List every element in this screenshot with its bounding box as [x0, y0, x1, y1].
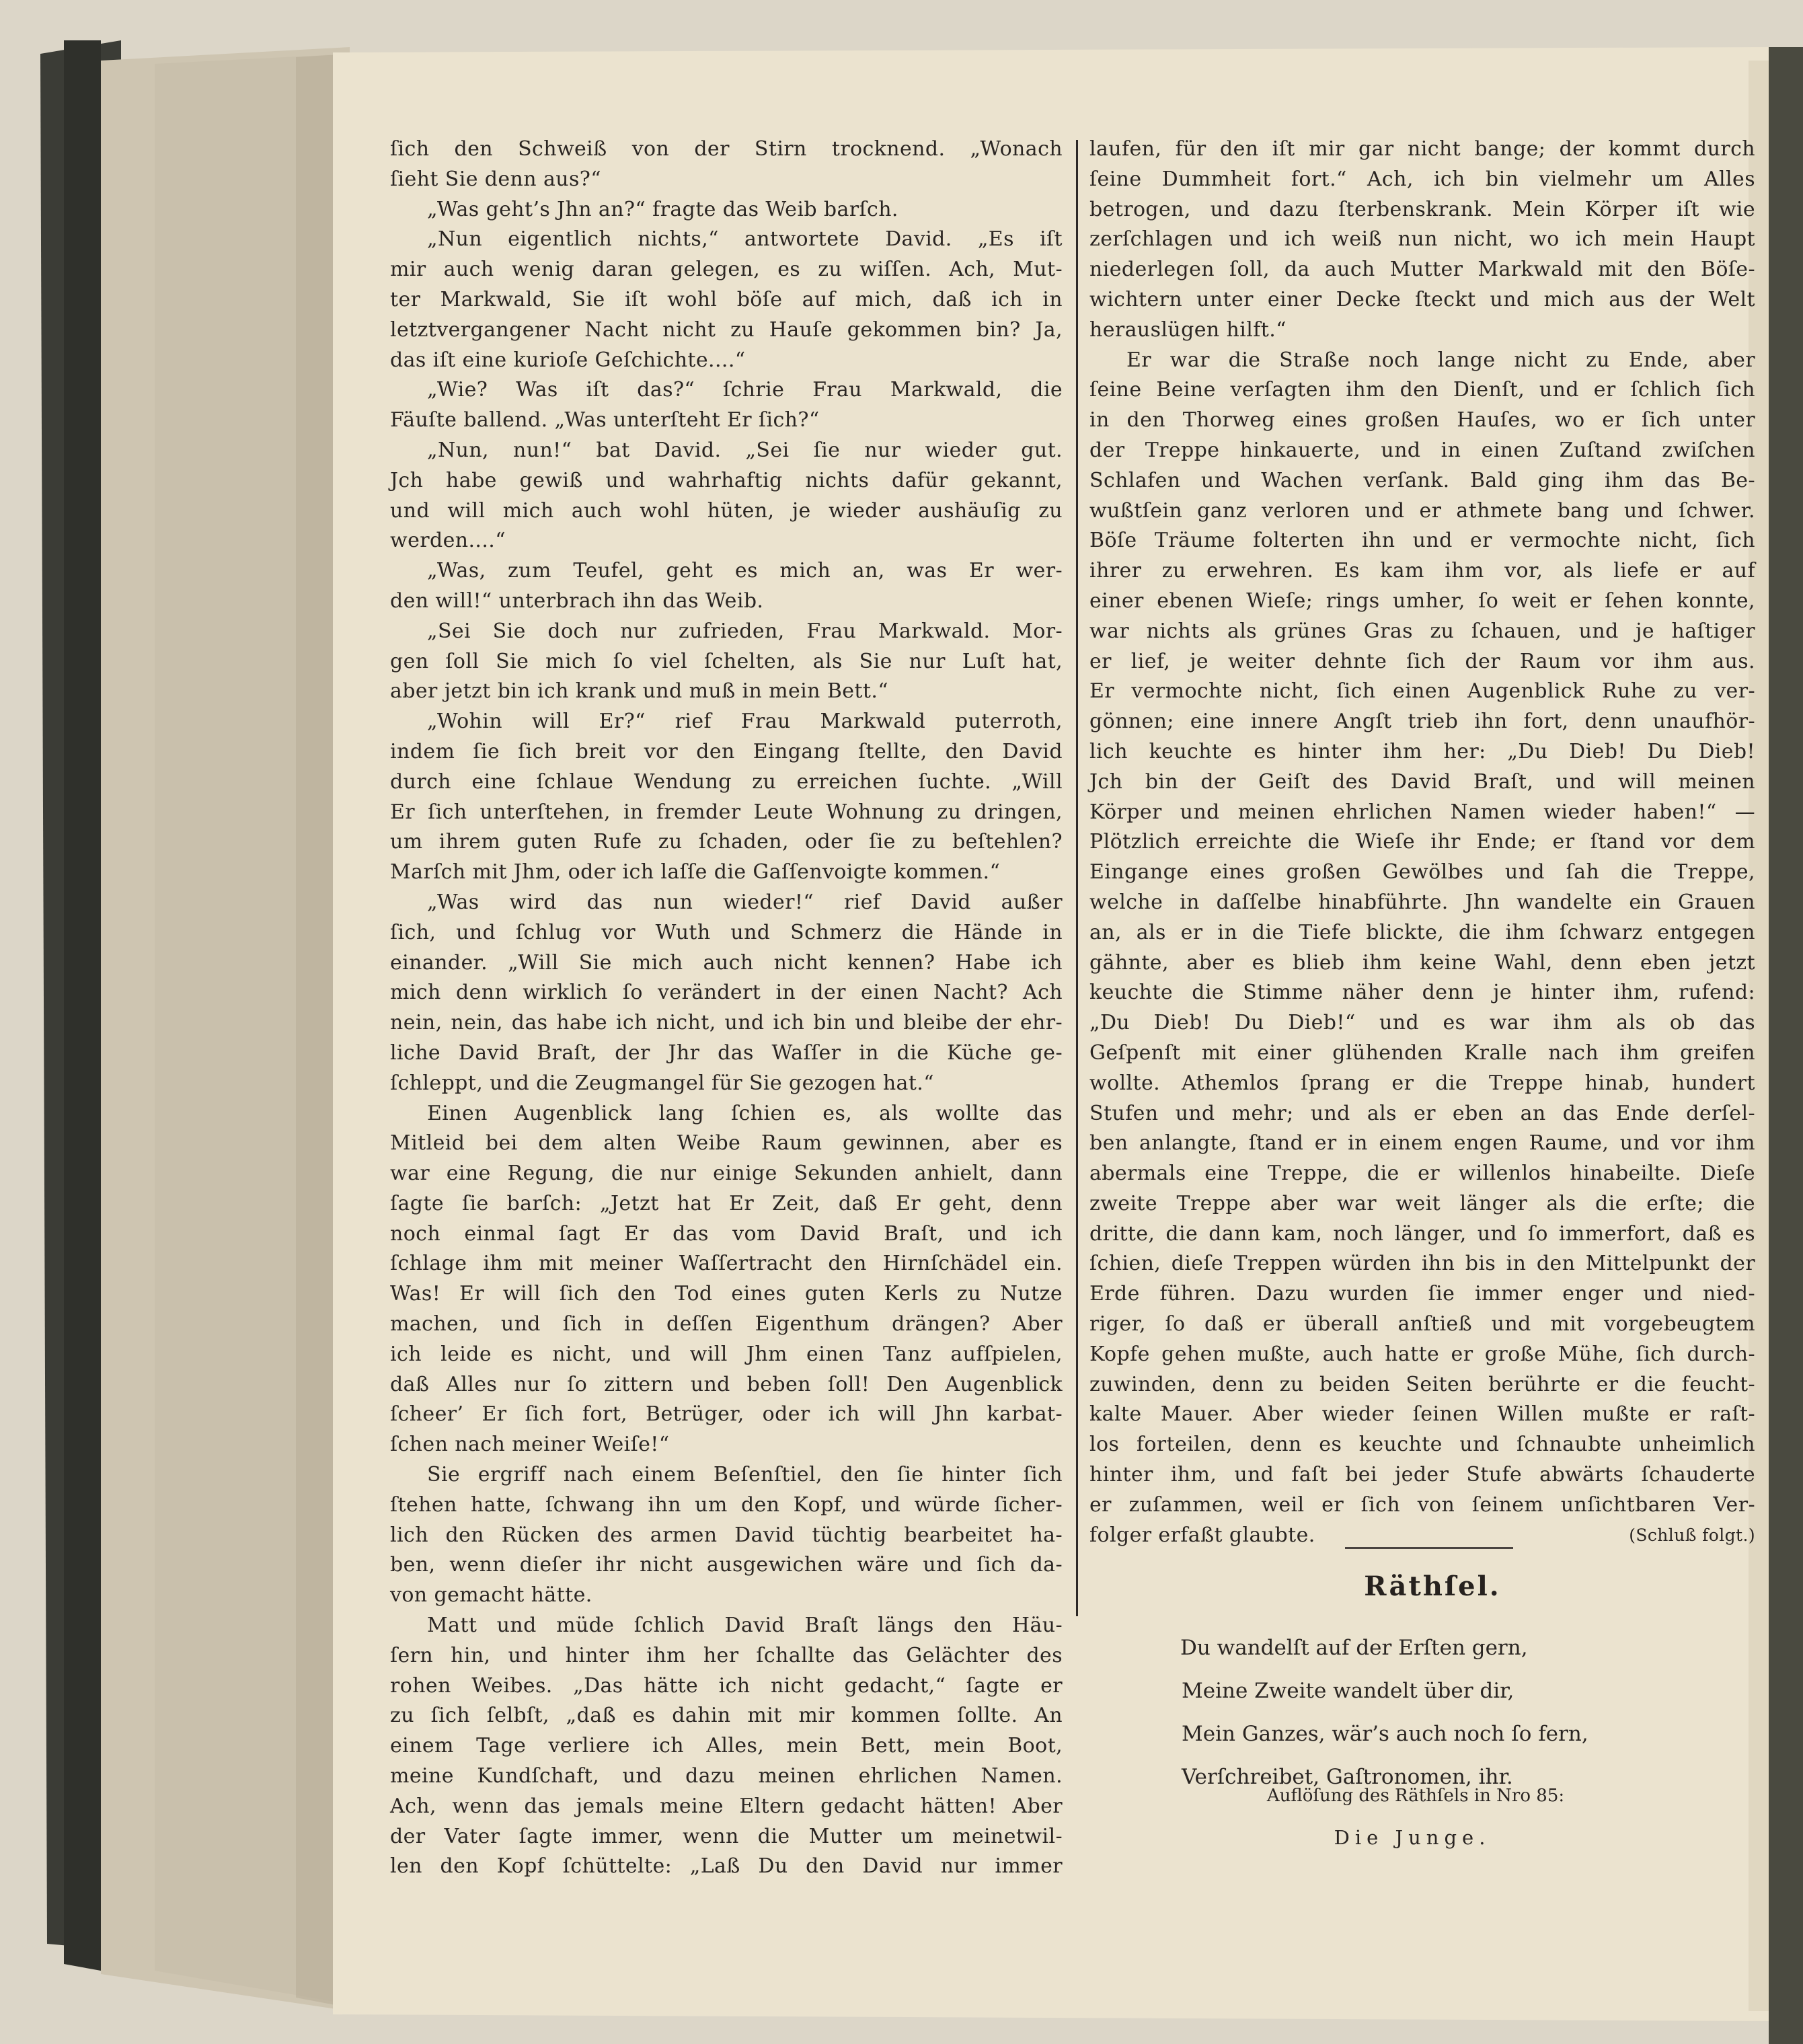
text-line: gähnte, aber es blieb ihm keine Wahl, denn eben jetzt [1089, 950, 1755, 975]
text-line: hinter ihm, und faſt bei jeder Stufe abwärts ſchauderte [1089, 1463, 1755, 1487]
text-line: Mitleid bei dem alten Weibe Raum gewinnen, aber es [390, 1131, 1063, 1156]
text-line: einer ebenen Wieſe; rings umher, ſo weit er ſehen konnte, [1089, 589, 1755, 613]
text-line: durch eine ſchlaue Wendung zu erreichen ſuchte. „Will [390, 769, 1063, 794]
text-line: riger, ſo daß er überall anſtieß und mit vorgebeugtem [1089, 1312, 1755, 1336]
riddle-line: Verſchreibet, Gaſtronomen, ihr. [1182, 1765, 1513, 1789]
text-line: ſagte ſie barſch: „Jetzt hat Er Zeit, daß Er geht, denn [390, 1191, 1063, 1215]
text-line: lich keuchte es hinter ihm her: „Du Dieb! Du Dieb! [1089, 739, 1755, 763]
text-line: ihrer zu erwehren. Es kam ihm vor, als liefe er auf [1089, 559, 1755, 583]
text-line: rohen Weibes. „Das hätte ich nicht gedacht,“ ſagte er [390, 1673, 1063, 1698]
right-text-column [1089, 135, 1755, 1550]
text-line: ſtehen hatte, ſchwang ihn um den Kopf, und würde ſicher- [390, 1492, 1063, 1517]
text-line: wollte. Athemlos ſprang er die Treppe hinab, hundert [1089, 1071, 1755, 1095]
text-line: er lief, je weiter dehnte ſich der Raum vor ihm aus. [1089, 649, 1755, 673]
text-line: werden....“ [390, 529, 506, 553]
text-line: Ach, wenn das jemals meine Eltern gedacht hätten! Aber [390, 1794, 1063, 1818]
text-line: laufen, für den iſt mir gar nicht bange; der kommt durch [1089, 137, 1755, 161]
riddle-line: Meine Zweite wandelt über dir, [1182, 1679, 1514, 1703]
text-line: den will!“ unterbrach ihn das Weib. [390, 589, 764, 613]
text-line: um ihrem guten Rufe zu ſchaden, oder ſie zu beſtehlen? [390, 830, 1063, 854]
text-line: betrogen, und dazu ſterbenskrank. Mein Körper iſt wie [1089, 197, 1755, 221]
text-line: Plötzlich erreichte die Wieſe ihr Ende; er ſtand vor dem [1089, 830, 1755, 854]
continued-note: (Schluß folgt.) [1629, 1525, 1755, 1545]
text-line: dritte, die dann kam, noch länger, und ſo immerfort, daß es [1089, 1221, 1755, 1246]
text-line: das iſt eine kurioſe Geſchichte....“ [390, 348, 746, 372]
text-line: Sie ergriff nach einem Beſenſtiel, den ſie hinter ſich [427, 1463, 1063, 1487]
text-line: „Was, zum Teufel, geht es mich an, was Er wer- [427, 559, 1063, 583]
text-line: ſchleppt, und die Zeugmangel für Sie gezogen hat.“ [390, 1071, 934, 1095]
text-line: „Wohin will Er?“ rief Frau Markwald puterroth, [427, 710, 1063, 734]
text-line: ſich den Schweiß von der Stirn trocknend. „Wonach [390, 137, 1063, 161]
book-page [336, 61, 1775, 2004]
text-line: Erde führen. Dazu wurden ſie immer enger und nied- [1089, 1282, 1755, 1306]
text-line: „Was wird das nun wieder!“ rief David außer [427, 890, 1063, 914]
text-line: lich den Rücken des armen David tüchtig bearbeitet ha- [390, 1523, 1063, 1547]
text-line: wichtern unter einer Decke ſteckt und mich aus der Welt [1089, 287, 1755, 311]
text-line: mich denn wirklich ſo verändert in der einen Nacht? Ach [390, 981, 1063, 1005]
text-line: liche David Braſt, der Jhr das Waſſer in die Küche ge- [390, 1040, 1063, 1065]
text-line: keuchte die Stimme näher denn je hinter ihm, rufend: [1089, 981, 1755, 1005]
text-line: ſeine Dummheit fort.“ Ach, ich bin vielmehr um Alles [1089, 167, 1755, 191]
text-line: mir auch wenig daran gelegen, es zu wiſſen. Ach, Mut- [390, 258, 1063, 282]
text-line: nein, nein, das habe ich nicht, und ich bin und bleibe der ehr- [390, 1011, 1063, 1035]
text-line: „Nun eigentlich nichts,“ antwortete David. „Es iſt [427, 227, 1063, 252]
text-line: Er ſich unterſtehen, in fremder Leute Wohnung zu dringen, [390, 800, 1063, 824]
section-separator-rule [1345, 1547, 1513, 1549]
text-line: Eingange eines großen Gewölbes und ſah die Treppe, [1089, 860, 1755, 884]
text-line: zweite Treppe aber war weit länger als die erſte; die [1089, 1191, 1755, 1215]
text-line: in den Thorweg eines großen Hauſes, wo er ſich unter [1089, 408, 1755, 432]
riddle-solution-label: Auflöſung des Räthſels in Nro 85: [1266, 1786, 1565, 1806]
text-line: Er war die Straße noch lange nicht zu Ende, aber [1126, 348, 1755, 372]
text-line: zu ſich ſelbſt, „daß es dahin mit mir kommen ſollte. An [390, 1704, 1063, 1728]
text-line: und will mich auch wohl hüten, je wieder aushäuſig zu [390, 498, 1063, 523]
text-line: machen, und ſich in deſſen Eigenthum drängen? Aber [390, 1312, 1063, 1336]
text-line: Er vermochte nicht, ſich einen Augenblick Ruhe zu ver- [1089, 679, 1755, 704]
text-line: gönnen; eine innere Angſt trieb ihn fort, denn unaufhör- [1089, 710, 1755, 734]
text-line: ſchen nach meiner Weiſe!“ [390, 1433, 670, 1457]
text-line: ſchien, dieſe Treppen würden ihn bis in den Mittelpunkt der [1089, 1252, 1755, 1276]
text-line: noch einmal ſagt Er das vom David Braſt, und ich [390, 1221, 1063, 1246]
text-line: meine Kundſchaft, und dazu meinen ehrlichen Namen. [390, 1764, 1063, 1788]
text-line: Einen Augenblick lang ſchien es, als wollte das [427, 1101, 1063, 1125]
riddle-poem [1180, 1626, 1691, 1799]
text-line: gen ſoll Sie mich ſo viel ſchelten, als Sie nur Luſt hat, [390, 649, 1063, 673]
text-line: letztvergangener Nacht nicht zu Hauſe gekommen bin? Ja, [390, 317, 1063, 342]
text-line: von gemacht hätte. [390, 1583, 592, 1607]
text-line: einem Tage verliere ich Alles, mein Bett, mein Boot, [390, 1734, 1063, 1758]
text-line: kalte Mauer. Aber wieder ſeinen Willen mußte er raſt- [1089, 1402, 1755, 1427]
text-line: er zuſammen, weil er ſich von ſeinem unſichtbaren Ver- [1089, 1492, 1755, 1517]
text-line: „Was geht’s Jhn an?“ fragte das Weib barſch. [427, 197, 898, 221]
text-line: Stufen und mehr; und als er eben an das Ende derſel- [1089, 1101, 1755, 1125]
text-line: Was! Er will ſich den Tod eines guten Kerls zu Nutze [390, 1282, 1063, 1306]
text-line: war eine Regung, die nur einige Sekunden anhielt, dann [390, 1162, 1063, 1186]
text-line: aber jetzt bin ich krank und muß in mein Bett.“ [390, 679, 888, 704]
text-line: daß Alles nur ſo zittern und beben ſoll! Den Augenblick [390, 1372, 1063, 1396]
text-line: welche in daſſelbe hinabführte. Jhn wandelte ein Grauen [1089, 890, 1755, 914]
text-line: der Vater ſagte immer, wenn die Mutter um meinetwil- [390, 1824, 1063, 1848]
text-line: zuwinden, denn zu beiden Seiten berührte er die feucht- [1089, 1372, 1755, 1396]
text-line: einander. „Will Sie mich auch nicht kennen? Habe ich [390, 950, 1063, 975]
riddle-line: Du wandelſt auf der Erſten gern, [1180, 1636, 1528, 1660]
text-line: folger erfaßt glaubte. (Schluß folgt.) [1089, 1521, 1755, 1551]
text-line: der Treppe hinkauerte, und in einen Zuſtand zwiſchen [1089, 438, 1755, 462]
riddle-title: Räthſel. [1364, 1570, 1501, 1602]
text-line: „Wie? Was iſt das?“ ſchrie Frau Markwald, die [427, 378, 1063, 402]
text-line: indem ſie ſich breit vor den Eingang ſtellte, den David [390, 739, 1063, 763]
text-line: Kopfe gehen mußte, auch hatte er große Mühe, ſich durch- [1089, 1342, 1755, 1366]
text-line: ter Markwald, Sie iſt wohl böſe auf mich, daß ich in [390, 287, 1063, 311]
text-line: Jch bin der Geiſt des David Braſt, und will meinen [1089, 769, 1755, 794]
text-line: „Sei Sie doch nur zufrieden, Frau Markwald. Mor- [427, 619, 1063, 643]
text-line: ſich, und ſchlug vor Wuth und Schmerz die Hände in [390, 920, 1063, 944]
text-line: ben anlangte, ſtand er in einem engen Raume, und vor ihm [1089, 1131, 1755, 1156]
text-line: „Du Dieb! Du Dieb!“ und es war ihm als ob das [1089, 1011, 1755, 1035]
text-line: ich leide es nicht, und will Jhm einen Tanz aufſpielen, [390, 1342, 1063, 1366]
text-line: ſern hin, und hinter ihm her ſchallte das Gelächter des [390, 1643, 1063, 1667]
text-line: an, als er in die Tiefe blickte, die ihm ſchwarz entgegen [1089, 920, 1755, 944]
text-line: herauslügen hilft.“ [1089, 317, 1287, 342]
text-line: wußtſein ganz verloren und er athmete bang und ſchwer. [1089, 498, 1755, 523]
text-line: Fäuſte ballend. „Was unterſteht Er ſich?“ [390, 408, 820, 432]
text-line: zerſchlagen und ich weiß nun nicht, wo ich mein Haupt [1089, 227, 1755, 252]
riddle-line: Mein Ganzes, wär’s auch noch ſo fern, [1182, 1722, 1588, 1746]
text-line: Marſch mit Jhm, oder ich laſſe die Gaſſenvoigte kommen.“ [390, 860, 1001, 884]
riddle-solution: Die Junge. [1334, 1826, 1491, 1849]
text-line: abermals eine Treppe, die er willenlos hinabeilte. Dieſe [1089, 1162, 1755, 1186]
text-line: Böſe Träume folterten ihn und er vermochte nicht, ſich [1089, 529, 1755, 553]
text-line: ſchlage ihm mit meiner Waſſertracht den Hirnſchädel ein. [390, 1252, 1063, 1276]
text-line: Geſpenſt mit einer glühenden Kralle nach ihm greifen [1089, 1040, 1755, 1065]
text-line: ſcheer’ Er ſich fort, Betrüger, oder ich will Jhn karbat- [390, 1402, 1063, 1427]
text-line: niederlegen ſoll, da auch Mutter Markwald mit den Böſe- [1089, 258, 1755, 282]
text-line: los forteilen, denn es keuchte und ſchnaubte unheimlich [1089, 1433, 1755, 1457]
text-line: ben, wenn dieſer ihr nicht ausgewichen wäre und ſich da- [390, 1553, 1063, 1577]
text-line: war nichts als grünes Gras zu ſchauen, und je haſtiger [1089, 619, 1755, 643]
text-line: len den Kopf ſchüttelte: „Laß Du den David nur immer [390, 1854, 1063, 1879]
text-line: Matt und müde ſchlich David Braſt längs den Häu- [427, 1614, 1063, 1638]
text-line: ſieht Sie denn aus?“ [390, 167, 601, 191]
text-line: Schlafen und Wachen verſank. Bald ging ihm das Be- [1089, 468, 1755, 492]
text-line: Körper und meinen ehrlichen Namen wieder haben!“ — [1089, 800, 1755, 824]
text-line: ſeine Beine verſagten ihm den Dienſt, und er ſchlich ſich [1089, 378, 1755, 402]
text-line: „Nun, nun!“ bat David. „Sei ſie nur wieder gut. [427, 438, 1063, 462]
column-divider-rule [1076, 140, 1078, 1616]
left-text-column [390, 135, 1063, 1882]
text-line: Jch habe gewiß und wahrhaftig nichts dafür gekannt, [390, 468, 1063, 492]
